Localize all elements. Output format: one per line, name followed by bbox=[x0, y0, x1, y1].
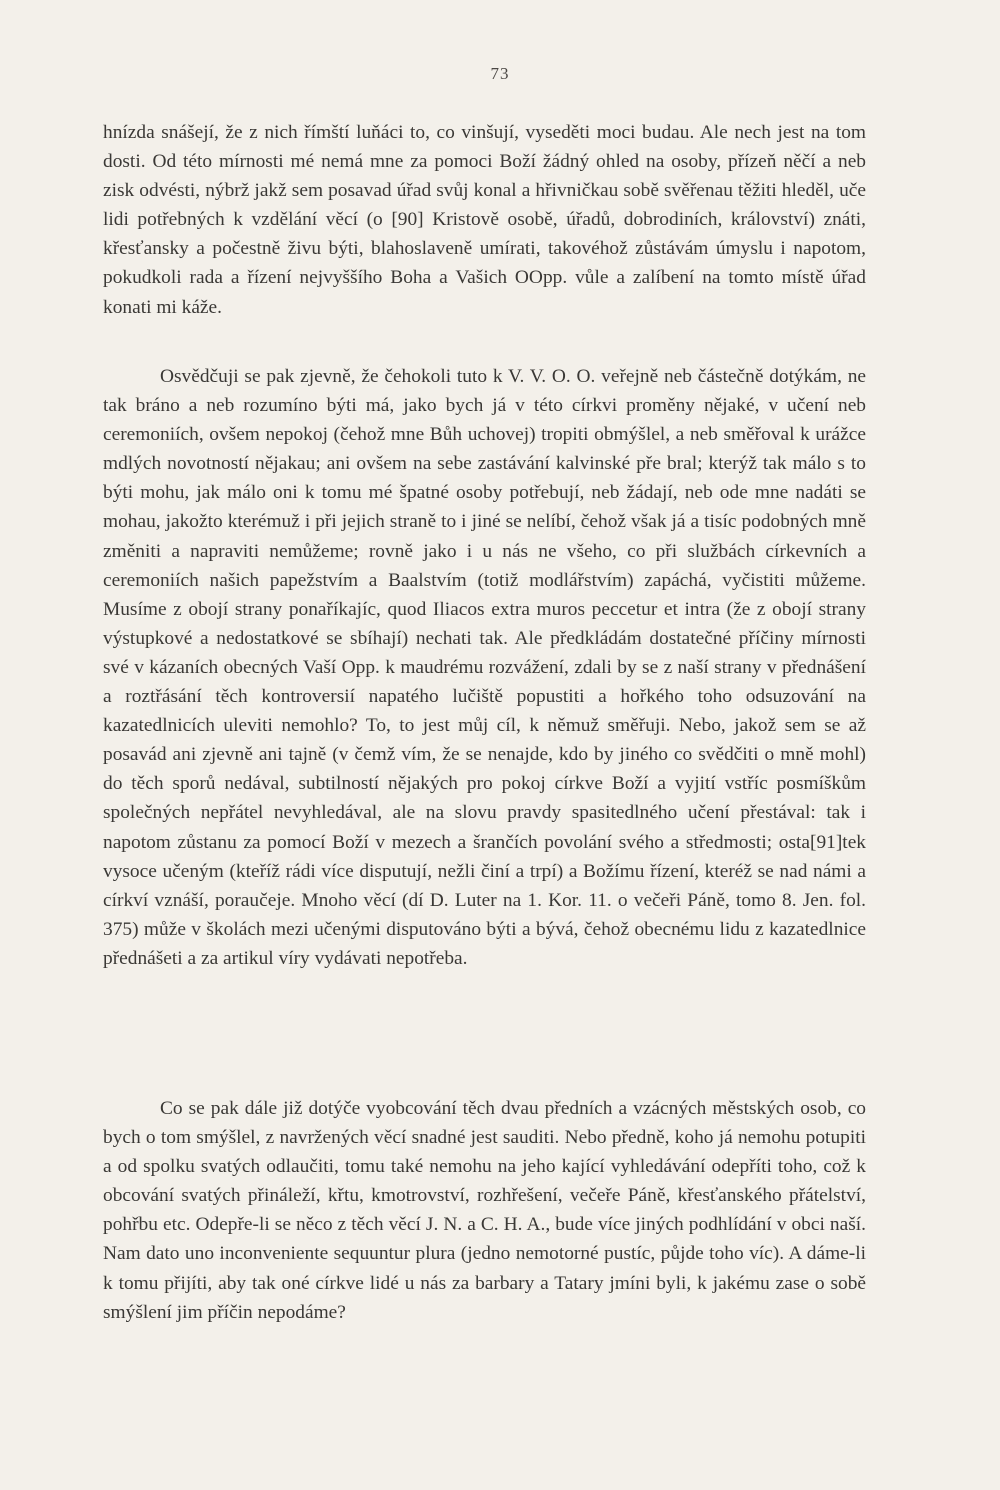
paragraph-1-block bbox=[103, 118, 866, 322]
page-number: 73 bbox=[490, 64, 510, 83]
paragraph: hnízda snášejí, že z nich římští luňáci to, co vinšují, vyseděti moci budau. Ale nech jest na tom dosti. Od této mírnosti mé nemá mne za pomoci Boží žádný ohled na osoby, přízeň něčí a neb zisk odvésti, nýbrž jakž sem posavad úřad svůj konal a hřivničkau sobě svěřenau těžiti hleděl, uče lidi potřebných k vzdělání věcí (o [90] Kristově osobě, úřadů, dobrodiních, království) znáti, křesťansky a počestně živu býti, blahoslaveně umírati, takovéhož zůstávám úmyslu i napotom, pokudkoli rada a řízení nejvyššího Boha a Vašich OOpp. vůle a zalíbení na tomto místě úřad konati mi káže. bbox=[103, 122, 866, 318]
paragraph: Osvědčuji se pak zjevně, že čehokoli tuto k V. V. O. O. veřejně neb částečně dotýkám, ne tak bráno a neb rozumíno býti má, jako bych já v této církvi proměny nějaké, v učení neb ceremoniích, ovšem nepokoj (čehož mne Bůh uchovej) tropiti obmýšlel, a neb směřoval k urážce mdlých novotností nějakau; ani ovšem na sebe zastávání kalvinské pře bral; kterýž tak málo s to býti mohu, jak málo oni k tomu mé špatné osoby potřebují, neb žádají, neb ode mne nadáti se mohau, jakožto kterémuž i při jejich straně to i jiné se nelíbí, čehož však já a tisíc podobných mně změniti a napraviti nemůžeme; rovně jako i u nás ne všeho, co při službách církevních a ceremoniích našich papežstvím a Baalstvím (totiž modlářstvím) zapáchá, vyčistiti můžeme. Musíme z obojí strany ponaříkajíc, quod Iliacos extra muros peccetur et intra (že z obojí strany výstupkové a nedostatkové se sbíhají) nechati tak. Ale předkládám dostatečné příčiny mírnosti své v kázaních obecných Vaší Opp. k maudrému rozvážení, zdali by se z naší strany v přednášení a roztřásání těch kontroversií napatého lučiště popustiti a hořkého toho odsuzování na kazatedlnicích uleviti nemohlo? To, to jest můj cíl, k němuž směřuji. Nebo, jakož sem se až posavád ani zjevně ani tajně (v čemž vím, že se nenajde, kdo by jiného co svědčiti o mně mohl) do těch sporů nedával, subtilností nějakých pro pokoj církve Boží a vyjití vstříc posmíškům společných nepřátel nevyhledával, ale na slovu pravdy spasitedlného učení přestával: tak i napotom zůstanu za pomocí Boží v mezech a šrančích povolání svého a středmosti; osta[91]tek vysoce učeným (kteříž rádi více disputují, nežli činí a trpí) a Božímu řízení, kteréž se nad námi a církví vznáší, poraučeje. Mnoho věcí (dí D. Luter na 1. Kor. 11. o večeři Páně, tomo 8. Jen. fol. 375) může v školách mezi učenými disputováno býti a bývá, čehož obecnému lidu z kazatedlnice přednášeti a za artikul víry vydávati nepotřeba. bbox=[103, 366, 866, 969]
paragraph-2-block bbox=[103, 362, 866, 973]
paragraph: Co se pak dále již dotýče vyobcování těch dvau předních a vzácných městských osob, co bych o tom smýšlel, z navržených věcí snadné jest sauditi. Nebo předně, koho já nemohu potupiti a od spolku svatých odlaučiti, tomu také nemohu na jeho kající vyhledávání odepříti toho, což k obcování svatých přináleží, křtu, kmotrovství, rozhřešení, večeře Páně, křesťanského přátelství, pohřbu etc. Odepře-li se něco z těch věcí J. N. a C. H. A., bude více jiných podhlídání v obci naší. Nam dato uno inconveniente sequuntur plura (jedno nemotorné pustíc, půjde toho víc). A dáme-li k tomu přijíti, aby tak oné církve lidé u nás za barbary a Tatary jmíni byli, k jakému zase o sobě smýšlení jim příčin nepodáme? bbox=[103, 1098, 866, 1323]
paragraph-3-block bbox=[103, 1094, 866, 1327]
